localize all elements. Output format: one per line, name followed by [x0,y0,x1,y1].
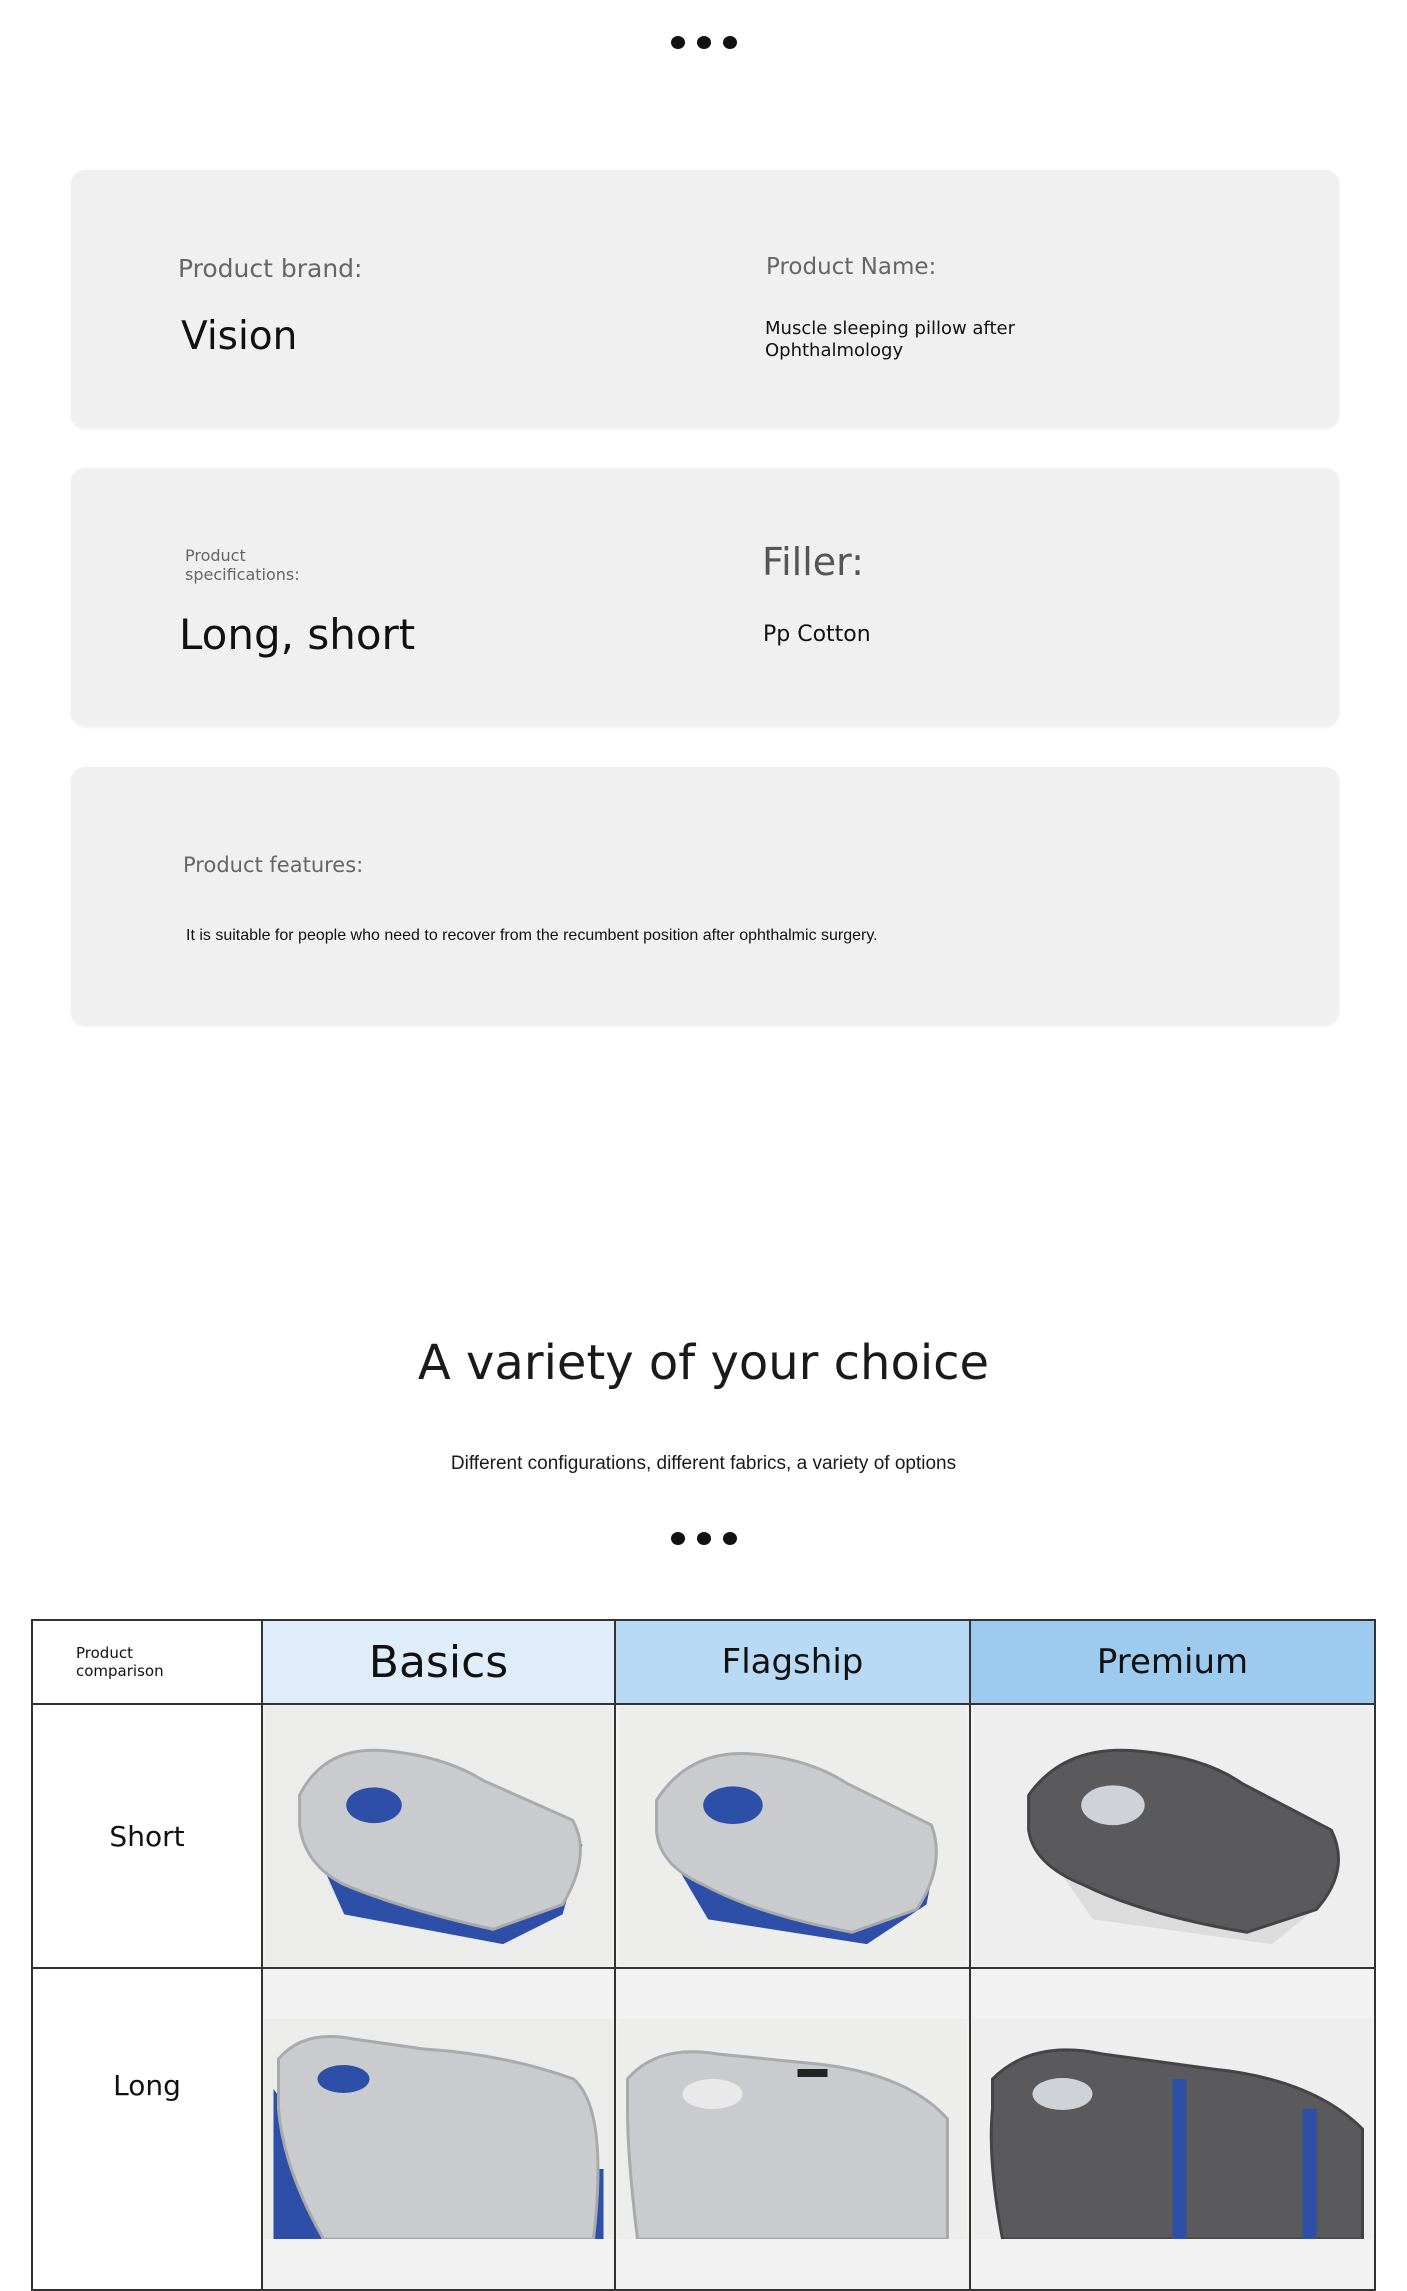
product-name-value-line1: Muscle sleeping pillow after [765,318,1015,339]
comparison-corner-cell [32,1620,262,1704]
corner-label-line2: comparison [76,1662,164,1680]
row-label-long: Long [32,1968,262,2290]
column-header-flagship: Flagship [615,1620,970,1704]
column-header-premium: Premium [970,1620,1375,1704]
features-value: It is suitable for people who need to recover from the recumbent position after ophthalmic surgery. [186,927,878,944]
pillow-short-flagship-icon [615,1704,970,1968]
brand-value: Vision [181,314,298,359]
pillow-long-flagship-icon [615,1968,970,2290]
filler-value: Pp Cotton [763,622,871,647]
comparison-table [31,1619,1376,2291]
features-card [71,767,1339,1025]
spec-label-line2: specifications: [185,565,300,584]
decorative-dots-middle [0,1532,1407,1550]
spec-label-line1: Product [185,546,246,565]
dot-icon [671,1532,685,1545]
dot-icon [697,1532,711,1545]
features-label: Product features: [183,853,364,877]
spec-filler-card [71,468,1339,726]
product-name-value-line2: Ophthalmology [765,340,904,361]
row-label-short: Short [32,1704,262,1968]
choice-title: A variety of your choice [417,1335,990,1391]
filler-label: Filler: [762,540,864,584]
product-name-label: Product Name: [766,254,937,280]
spec-value: Long, short [179,610,416,659]
column-header-basics: Basics [262,1620,615,1704]
dot-icon [671,36,685,49]
pillow-short-basics-icon [262,1704,615,1968]
comparison-row-long [32,1968,1375,2290]
decorative-dots-top [0,36,1407,54]
dot-icon [723,36,737,49]
pillow-long-premium-icon [970,1968,1375,2290]
pillow-long-basics-icon [262,1968,615,2290]
dot-icon [723,1532,737,1545]
brand-name-card [71,170,1339,428]
comparison-header-row [32,1620,1375,1704]
pillow-short-premium-icon [970,1704,1375,1968]
brand-label: Product brand: [178,254,363,283]
choice-subtitle: Different configurations, different fabrics, a variety of options [450,1453,957,1474]
dot-icon [697,36,711,49]
corner-label-line1: Product [76,1644,133,1662]
comparison-row-short [32,1704,1375,1968]
